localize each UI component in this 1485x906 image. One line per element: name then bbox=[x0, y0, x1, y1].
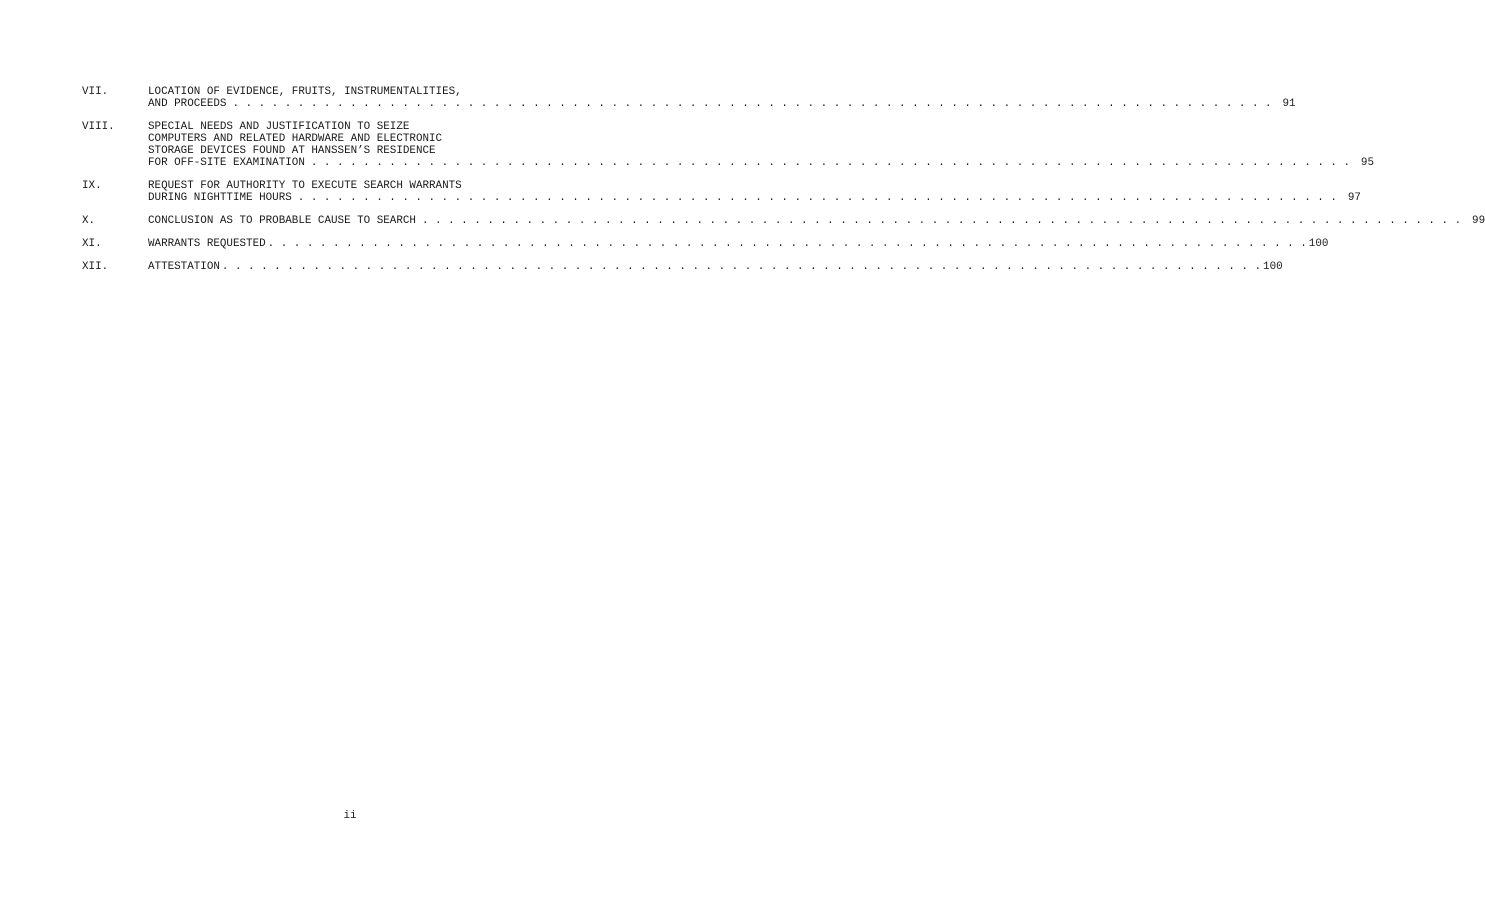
toc-entry-title-line: DURING NIGHTTIME HOURS bbox=[148, 192, 292, 204]
dot-leader: . . . . . . . . . . . . . . . . . . . . . . . . . . . . . . . . . . . . . . . . . . . . . . . . . . . . . . . . . . . . . . . . . . . . . . . . . . . . . . . . bbox=[297, 192, 1337, 204]
toc-entry-number: X. bbox=[82, 215, 96, 227]
toc-entry-title-line: CONCLUSION AS TO PROBABLE CAUSE TO SEARCH bbox=[148, 215, 416, 227]
dot-leader: . . . . . . . . . . . . . . . . . . . . . . . . . . . . . . . . . . . . . . . . . . . . . . . . . . . . . . . . . . . . . . . . . . . . . . . . . . . . . . . . bbox=[421, 215, 1462, 227]
dot-leader: . . . . . . . . . . . . . . . . . . . . . . . . . . . . . . . . . . . . . . . . . . . . . . . . . . . . . . . . . . . . . . . . . . . . . . . . . . . . . . . . bbox=[310, 157, 1350, 169]
toc-entry-xii bbox=[82, 261, 1283, 273]
toc-entry-ix bbox=[82, 180, 1361, 204]
toc-entry-number: XI. bbox=[82, 238, 102, 250]
toc-entry-title-line: SPECIAL NEEDS AND JUSTIFICATION TO SEIZE bbox=[148, 121, 410, 133]
toc-entry-page: 91 bbox=[1282, 98, 1296, 110]
toc-entry-page: 95 bbox=[1360, 157, 1374, 169]
page-number: ii bbox=[343, 810, 357, 822]
toc-entry-title-line: STORAGE DEVICES FOUND AT HANSSEN’S RESIDENCE bbox=[148, 145, 436, 157]
toc-entry-x bbox=[82, 215, 1485, 227]
table-of-contents bbox=[82, 86, 1485, 284]
toc-entry-title-line: LOCATION OF EVIDENCE, FRUITS, INSTRUMENTALITIES, bbox=[148, 86, 462, 98]
toc-entry-title-line: AND PROCEEDS bbox=[148, 98, 227, 110]
toc-entry-title-line: FOR OFF-SITE EXAMINATION bbox=[148, 157, 305, 169]
toc-entry-title-line: WARRANTS REQUESTED bbox=[148, 238, 266, 250]
toc-entry-viii bbox=[82, 121, 1374, 169]
toc-entry-number: VIII. bbox=[82, 121, 115, 133]
toc-entry-number: VII. bbox=[82, 86, 109, 98]
toc-entry-number: IX. bbox=[82, 180, 102, 192]
toc-entry-vii bbox=[82, 86, 1296, 110]
toc-entry-page: 100 bbox=[1308, 238, 1329, 250]
toc-entry-page: 97 bbox=[1347, 192, 1361, 204]
toc-entry-page: 99 bbox=[1472, 215, 1485, 227]
toc-entry-page: 100 bbox=[1263, 261, 1283, 273]
toc-entry-title-line: ATTESTATION bbox=[148, 261, 220, 273]
toc-entry-title-line: REQUEST FOR AUTHORITY TO EXECUTE SEARCH WARRANTS bbox=[148, 180, 462, 192]
dot-leader: . . . . . . . . . . . . . . . . . . . . . . . . . . . . . . . . . . . . . . . . . . . . . . . . . . . . . . . . . . . . . . . . . . . . . . . . . . . . . . . . bbox=[267, 238, 1307, 250]
toc-entry-number: XII. bbox=[82, 261, 109, 273]
toc-entry-xi bbox=[82, 238, 1329, 250]
dot-leader: . . . . . . . . . . . . . . . . . . . . . . . . . . . . . . . . . . . . . . . . . . . . . . . . . . . . . . . . . . . . . . . . . . . . . . . . . . . . . . . . bbox=[221, 261, 1262, 273]
dot-leader: . . . . . . . . . . . . . . . . . . . . . . . . . . . . . . . . . . . . . . . . . . . . . . . . . . . . . . . . . . . . . . . . . . . . . . . . . . . . . . . . bbox=[232, 98, 1272, 110]
toc-entry-title-line: COMPUTERS AND RELATED HARDWARE AND ELECTRONIC bbox=[148, 133, 443, 145]
